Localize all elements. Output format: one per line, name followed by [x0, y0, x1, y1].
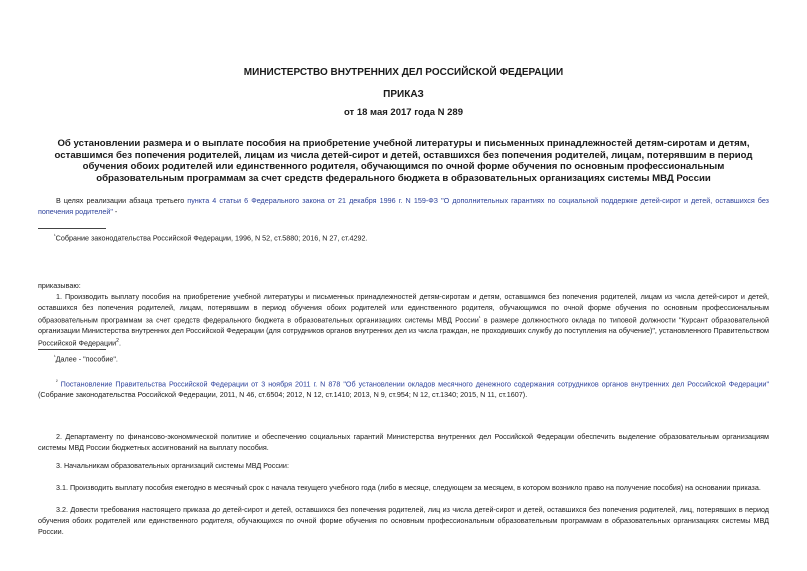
date-number-heading: от 18 мая 2017 года N 289	[343, 107, 464, 118]
order-word: приказываю:	[38, 281, 81, 290]
footnote-mark: ¹	[54, 233, 56, 239]
footnote-2-text: Далее - "пособие".	[55, 354, 118, 364]
ministry-heading: МИНИСТЕРСТВО ВНУТРЕННИХ ДЕЛ РОССИЙСКОЙ ФЕДЕРАЦИИ	[243, 67, 564, 78]
footnote-3-text: (Собрание законодательства Российской Федерации, 2011, N 46, ст.6504; 2012, N 12, ст.1410; 2013, N 9, ст.954; N 12, ст.1340; 2015, N 11, ст.1607).	[38, 390, 528, 400]
item-1-text-a: 1. Производить выплату пособия на приобретение учебной литературы и письменных принадлежностей детям-сиротам и детям, оставшимся без попечения родителей, лицам из числа детей-сирот и детей, оставшихся без попечения родителей, лицам, потерявшим в период обучения обоих родителей или единственного родителя, обучающимся по очной форме обучения по основным профессиональным образовательным программам за счет средств федерального бюджета в образовательных организациях системы МВД России	[38, 292, 769, 325]
footnote-mark: ¹	[478, 315, 481, 321]
preamble-text: В целях реализации абзаца третьего	[56, 196, 188, 205]
footnote-divider	[38, 228, 106, 229]
decree-link[interactable]: Постановление Правительства Российской Федерации от 3 ноября 2011 г. N 878 "Об установлении окладов месячного денежного содержания сотрудников органов внутренних дел Российской Федерации"	[60, 379, 769, 389]
footnote-mark: 2	[116, 338, 119, 345]
footnote-3	[38, 377, 769, 400]
footnote-1-text: Собрание законодательства Российской Федерации, 1996, N 52, ст.5880; 2016, N 27, ст.4292.	[55, 233, 368, 243]
footnote-divider	[38, 349, 106, 350]
document-title: Об установлении размера и о выплате пособия на приобретение учебной литературы и письменных принадлежностей детям-сиротам и детям, оставшимся без попечения родителей, лицам из числа детей-сирот и детей, оставшихся без попечения родителей, лицам, потерявшим в период обучения обоих родителей или единственного родителя, обучающимся по очной форме обучения по основным профессиональным образовательным программам за счет средств федерального бюджета в образовательных организациях системы МВД России	[54, 138, 753, 184]
law-link[interactable]: пункта 4 статьи 6 Федерального закона от 21 декабря 1996 г. N 159-ФЗ "О дополнительных гарантиях по социальной поддержке детей-сирот и детей, оставшихся без попечения родителей"	[38, 196, 769, 216]
item-1: 1. Производить выплату пособия на приобретение учебной литературы и письменных принадлежностей детям-сиротам и детям, оставшимся без попечения родителей, лицам из числа детей-сирот и детей, оставшихся без попечения родителей, лицам, потерявшим в период обучения обоих родителей или единственного родителя, обучающимся по очной форме обучения по основным профессиональным образовательным программам за счет средств федерального бюджета в образовательных организациях системы МВД России$^{^1}$ в размере должностного оклада по типовой должности "Курсант образовательной организации Министерства внутренних дел Российской Федерации (для сотрудников органов внутренних дел из числа граждан, не проходивших службу до поступления на обучение)", установленного Правительством Российской Федерации$^2$.	[38, 292, 769, 348]
doc-type-heading: ПРИКАЗ	[383, 89, 424, 100]
item-3: 3. Начальникам образовательных организаций системы МВД России:	[56, 461, 289, 470]
footnote-mark: ¹	[54, 354, 56, 360]
item-2: 2. Департаменту по финансово-экономической политике и обеспечению социальных гарантий Министерства внутренних дел Российской Федерации обеспечить выделение образовательным организациям системы МВД России бюджетных ассигнований на выплату пособия.	[38, 432, 769, 452]
preamble-dash: -	[112, 207, 118, 216]
item-1-text-b: в размере должностного оклада по типовой должности "Курсант образовательной организации Министерства внутренних дел Российской Федерации (для сотрудников органов внутренних дел из числа граждан, не проходивших службу до поступления на обучение)", установленного Правительством Российской Федерации	[38, 315, 769, 348]
item-3-2: 3.2. Довести требования настоящего приказа до детей-сирот и детей, оставшихся без попечения родителей, лиц из числа детей-сирот и детей, оставшихся без попечения родителей, лиц, потерявших в период обучения обоих родителей или единственного родителя, обучающихся по очной форме обучения по основным профессиональным образовательным программам в образовательных организациях системы МВД России.	[38, 505, 769, 536]
footnote-1	[54, 231, 367, 243]
footnote-mark: ²	[56, 379, 58, 385]
item-3-1: 3.1. Производить выплату пособия ежегодно в месячный срок с начала текущего учебного года (либо в месяце, следующем за месяцем, в котором возникло право на получение пособия) на основании приказа.	[56, 483, 761, 492]
preamble-paragraph	[38, 195, 769, 217]
footnote-2	[54, 352, 118, 364]
